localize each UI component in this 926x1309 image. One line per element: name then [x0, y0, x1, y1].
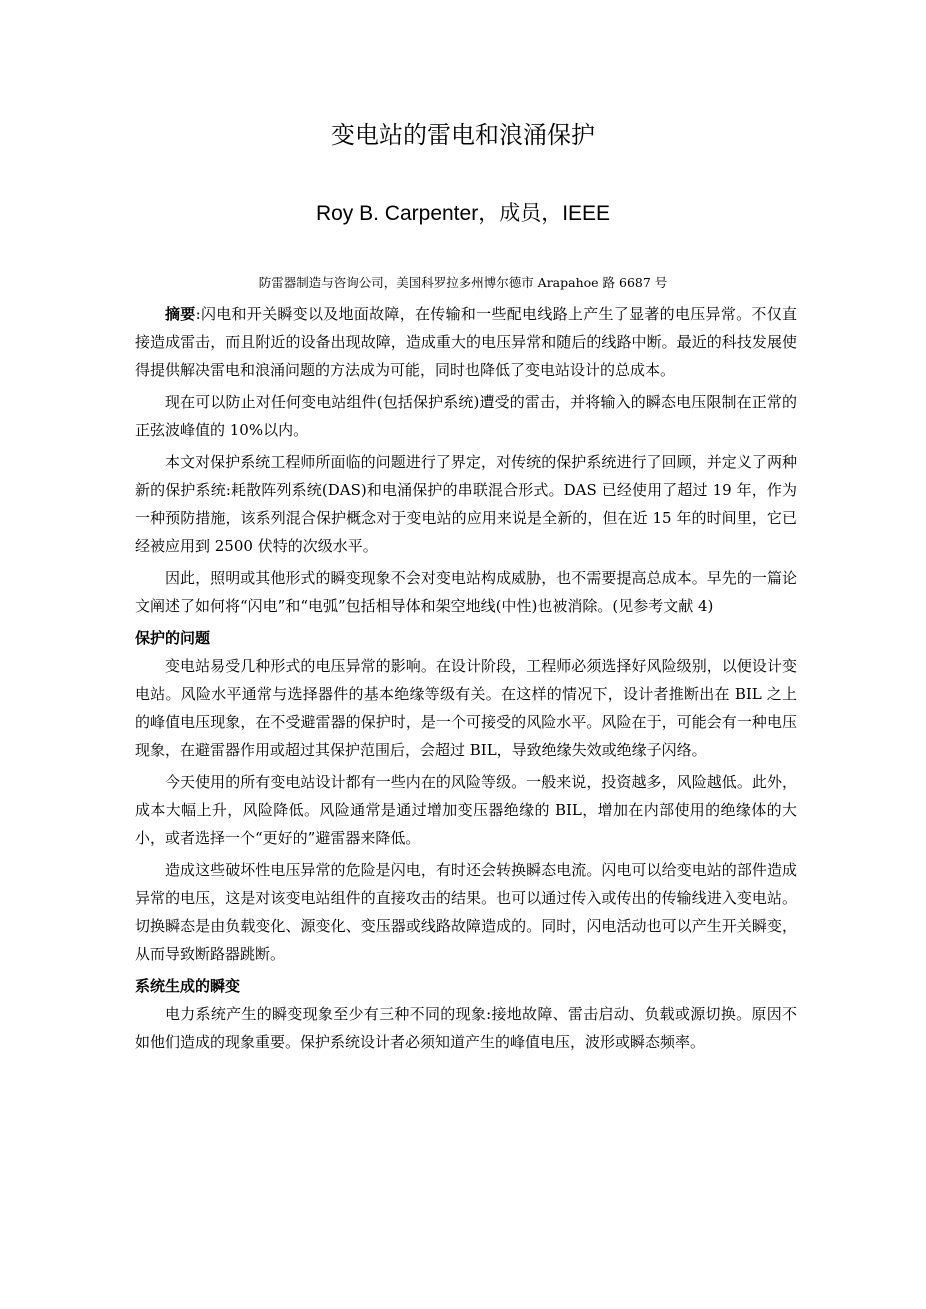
section-heading: 系统生成的瞬变 [135, 977, 241, 995]
section-heading: 保护的问题 [135, 629, 211, 647]
author-line: Roy B. Carpenter，成员，IEEE [315, 202, 611, 225]
section-paragraph: 变电站易受几种形式的电压异常的影响。在设计阶段，工程师必须选择好风险级别，以便设计变电站。风险水平通常与选择器件的基本绝缘等级有关。在这样的情况下，设计者推断出在 BIL 之上的峰值电压现象，在不受避雷器的保护时，是一个可接受的风险水平。风险在于，可能会有一种电压现象，在避雷器作用或超过其保护范围后，会超过 BIL，导致绝缘失效或绝缘子闪络。 [135, 657, 797, 759]
section-system-transients [135, 972, 797, 1056]
section-paragraph: 电力系统产生的瞬变现象至少有三种不同的现象:接地故障、雷击启动、负载或源切换。原因不如他们造成的现象重要。保护系统设计者必须知道产生的峰值电压，波形或瞬态频率。 [135, 1005, 797, 1051]
abstract-paragraph: 因此，照明或其他形式的瞬变现象不会对变电站构成威胁，也不需要提高总成本。早先的一篇论文阐述了如何将“闪电”和“电弧”包括相导体和架空地线(中性)也被消除。(见参考文献 4) [135, 569, 797, 615]
document-title: 变电站的雷电和浪涌保护 [331, 121, 595, 149]
affiliation-line: 防雷器制造与咨询公司，美国科罗拉多州博尔德市 Arapahoe 路 6687 号 [258, 275, 668, 290]
document-body [135, 300, 797, 1060]
abstract-paragraph [135, 300, 797, 384]
abstract-paragraph: 本文对保护系统工程师所面临的问题进行了界定，对传统的保护系统进行了回顾，并定义了两种新的保护系统:耗散阵列系统(DAS)和电涌保护的串联混合形式。DAS 已经使用了超过 19 年，作为一种预防措施，该系列混合保护概念对于变电站的应用来说是全新的，但在近 15 年的时间里，它已经被应用到 2500 伏特的次级水平。 [135, 453, 797, 555]
section-paragraph: 造成这些破坏性电压异常的危险是闪电，有时还会转换瞬态电流。闪电可以给变电站的部件造成异常的电压，这是对该变电站组件的直接攻击的结果。也可以通过传入或传出的传输线进入变电站。切换瞬态是由负载变化、源变化、变压器或线路故障造成的。同时，闪电活动也可以产生开关瞬变，从而导致断路器跳断。 [135, 861, 797, 963]
section-protection-problem [135, 624, 797, 968]
section-paragraph: 今天使用的所有变电站设计都有一些内在的风险等级。一般来说，投资越多，风险越低。此外，成本大幅上升，风险降低。风险通常是通过增加变压器绝缘的 BIL，增加在内部使用的绝缘体的大小，或者选择一个“更好的”避雷器来降低。 [135, 773, 797, 847]
abstract-paragraph: 现在可以防止对任何变电站组件(包括保护系统)遭受的雷击，并将输入的瞬态电压限制在正常的正弦波峰值的 10%以内。 [135, 393, 797, 439]
abstract-text: :闪电和开关瞬变以及地面故障，在传输和一些配电线路上产生了显著的电压异常。不仅直接造成雷击，而且附近的设备出现故障，造成重大的电压异常和随后的线路中断。最近的科技发展使得提供解决雷电和浪涌问题的方法成为可能，同时也降低了变电站设计的总成本。 [135, 305, 797, 379]
abstract-label: 摘要 [165, 305, 196, 323]
